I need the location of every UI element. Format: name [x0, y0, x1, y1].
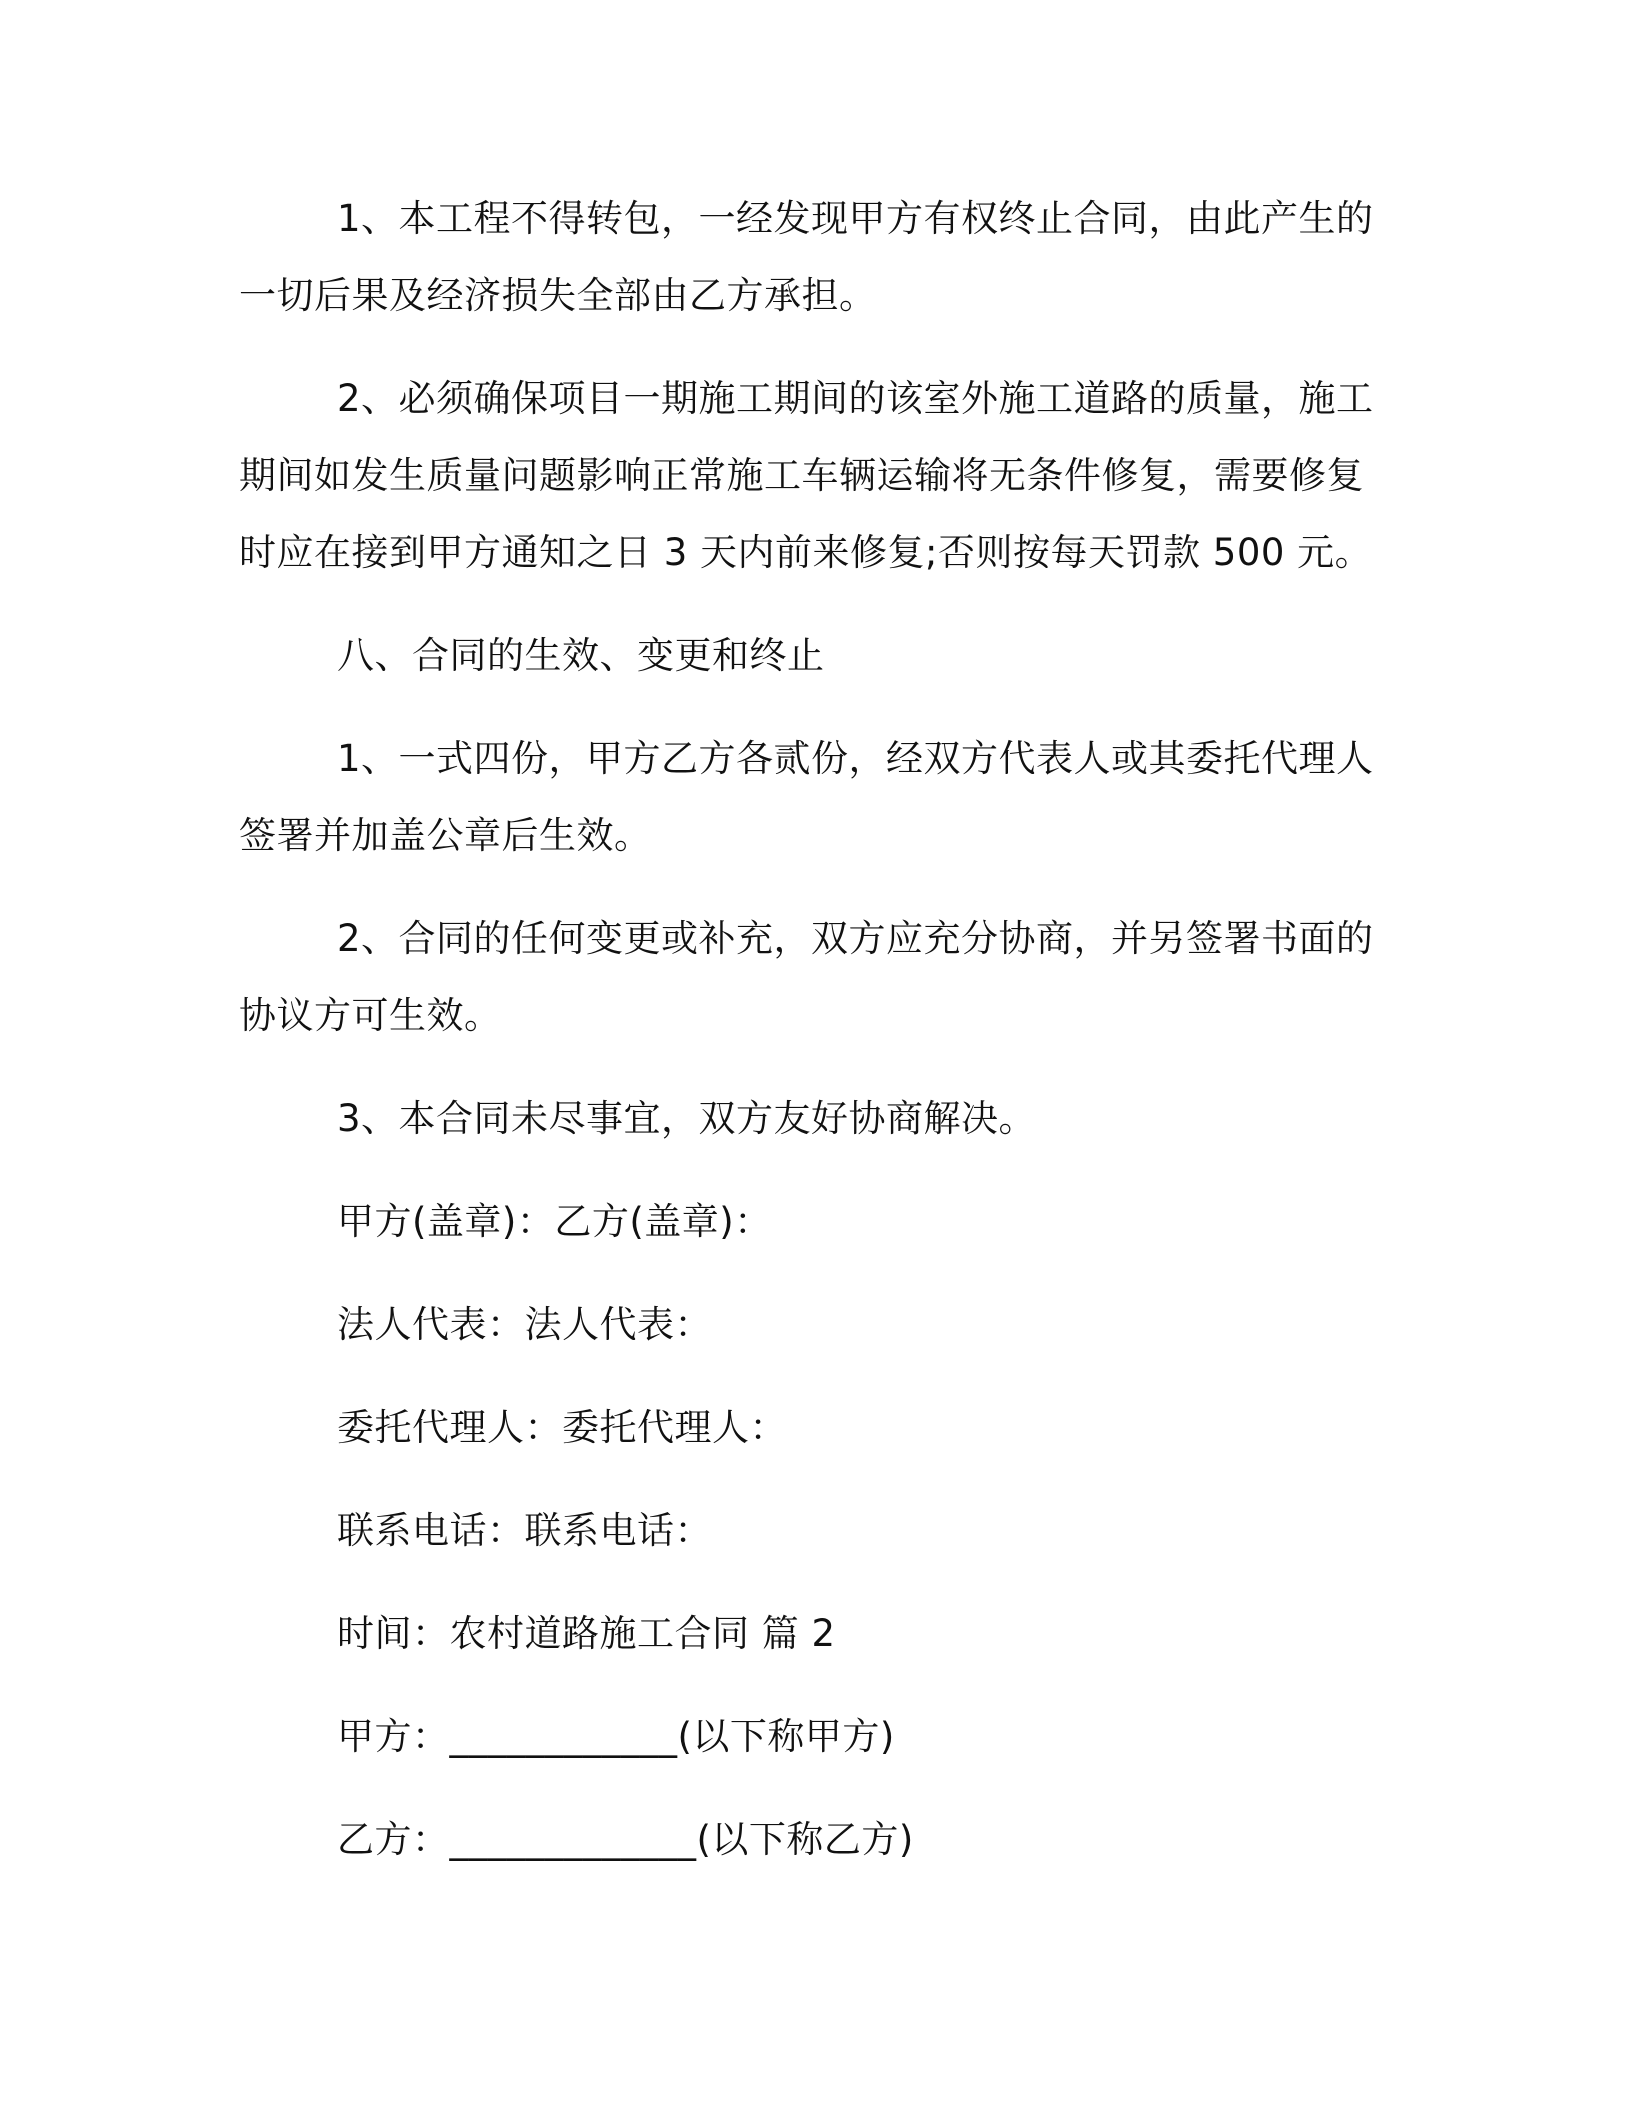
text-line: 期间如发生质量问题影响正常施工车辆运输将无条件修复，需要修复 — [239, 454, 1364, 497]
text-line: 1、本工程不得转包，一经发现甲方有权终止合同，由此产生的 — [337, 197, 1374, 240]
text-line: 签署并加盖公章后生效。 — [239, 814, 652, 857]
text-line: 协议方可生效。 — [239, 994, 502, 1037]
section-heading: 八、合同的生效、变更和终止 — [337, 634, 825, 677]
text-line: 3、本合同未尽事宜，双方友好协商解决。 — [337, 1097, 1037, 1140]
clause-effect-2 — [239, 900, 1374, 1054]
text-line: 乙方：_____________(以下称乙方) — [337, 1818, 914, 1861]
legal-representative-line — [239, 1286, 1359, 1363]
party-a-line — [239, 1698, 1359, 1775]
text-line: 1、一式四份，甲方乙方各贰份，经双方代表人或其委托代理人 — [337, 737, 1374, 780]
time-and-title-line — [239, 1595, 1359, 1672]
text-line: 时应在接到甲方通知之日 3 天内前来修复;否则按每天罚款 500 元。 — [239, 531, 1373, 574]
party-b-line — [239, 1801, 1359, 1878]
clause-effect-3 — [239, 1080, 1359, 1157]
authorized-agent-line — [239, 1389, 1359, 1466]
clause-effect-1 — [239, 720, 1374, 874]
clause-1-no-subcontract — [239, 180, 1374, 334]
text-line: 甲方：____________(以下称甲方) — [337, 1715, 895, 1758]
section-heading-8 — [239, 617, 1359, 694]
clause-2-road-quality — [239, 360, 1374, 591]
text-line: 联系电话：联系电话： — [337, 1509, 712, 1552]
text-line: 2、必须确保项目一期施工期间的该室外施工道路的质量，施工 — [337, 377, 1374, 420]
contact-phone-line — [239, 1492, 1359, 1569]
text-line: 委托代理人：委托代理人： — [337, 1406, 787, 1449]
text-line: 2、合同的任何变更或补充，双方应充分协商，并另签署书面的 — [337, 917, 1374, 960]
text-line: 法人代表：法人代表： — [337, 1303, 712, 1346]
signature-seal-line — [239, 1183, 1359, 1260]
text-line: 甲方(盖章)：乙方(盖章)： — [337, 1200, 772, 1243]
text-line: 一切后果及经济损失全部由乙方承担。 — [239, 274, 877, 317]
text-line: 时间：农村道路施工合同 篇 2 — [337, 1612, 836, 1655]
